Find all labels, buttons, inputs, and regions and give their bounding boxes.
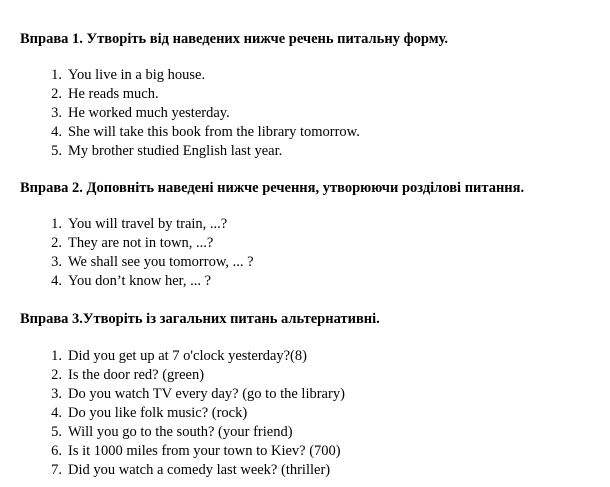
list-item — [20, 404, 610, 423]
item-text: He worked much yesterday. — [68, 105, 230, 121]
list-item — [20, 385, 610, 404]
item-number: 3. — [51, 105, 62, 121]
item-number: 2. — [51, 367, 62, 383]
item-number: 5. — [51, 143, 62, 159]
item-number: 1. — [51, 216, 62, 232]
list-item — [20, 234, 610, 253]
exercise-1-list — [20, 66, 610, 161]
item-text: Do you like folk music? (rock) — [68, 405, 248, 421]
item-text: Will you go to the south? (your friend) — [68, 424, 293, 440]
item-number: 4. — [51, 405, 62, 421]
list-item — [20, 123, 610, 142]
item-text: Do you watch TV every day? (go to the library) — [68, 386, 345, 402]
list-item — [20, 442, 610, 461]
item-number: 1. — [51, 67, 62, 83]
item-text: Is it 1000 miles from your town to Kiev? (700) — [68, 443, 341, 459]
item-text: You live in a big house. — [68, 67, 206, 83]
list-item — [20, 366, 610, 385]
exercise-2-list — [20, 215, 610, 291]
exercise-3-title: Вправа 3.Утворіть із загальних питань альтернативні. — [20, 311, 380, 327]
item-number: 2. — [51, 86, 62, 102]
exercise-2-title: Вправа 2. Доповніть наведені нижче речення, утворюючи розділові питання. — [20, 180, 525, 196]
item-text: Did you watch a comedy last week? (thriller) — [68, 462, 331, 478]
list-item — [20, 347, 610, 366]
item-number: 3. — [51, 254, 62, 270]
item-text: My brother studied English last year. — [68, 143, 283, 159]
item-text: You will travel by train, ...? — [68, 216, 228, 232]
exercise-3-list — [20, 347, 610, 480]
exercise-1-title: Вправа 1. Утворіть від наведених нижче речень питальну форму. — [20, 31, 448, 47]
list-item — [20, 85, 610, 104]
item-text: He reads much. — [68, 86, 159, 102]
item-number: 3. — [51, 386, 62, 402]
list-item — [20, 423, 610, 442]
item-number: 5. — [51, 424, 62, 440]
item-number: 7. — [51, 462, 62, 478]
item-number: 6. — [51, 443, 62, 459]
list-item — [20, 142, 610, 161]
list-item — [20, 66, 610, 85]
item-number: 2. — [51, 235, 62, 251]
list-item — [20, 272, 610, 291]
list-item — [20, 215, 610, 234]
item-text: We shall see you tomorrow, ... ? — [68, 254, 254, 270]
list-item — [20, 461, 610, 480]
item-text: She will take this book from the library tomorrow. — [68, 124, 360, 140]
item-number: 4. — [51, 273, 62, 289]
item-number: 4. — [51, 124, 62, 140]
list-item — [20, 104, 610, 123]
list-item — [20, 253, 610, 272]
item-text: Is the door red? (green) — [68, 367, 205, 383]
item-text: They are not in town, ...? — [68, 235, 214, 251]
item-text: Did you get up at 7 o'clock yesterday?(8) — [68, 348, 307, 364]
item-number: 1. — [51, 348, 62, 364]
item-text: You don’t know her, ... ? — [68, 273, 212, 289]
